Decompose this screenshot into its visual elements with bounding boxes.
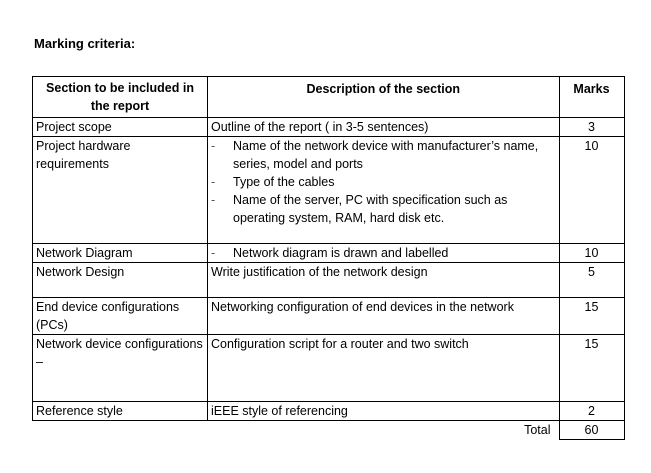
total-label: Total [208, 421, 560, 440]
table-row [33, 298, 625, 335]
dash-bullet-icon: - [211, 139, 216, 153]
total-marks: 60 [559, 421, 624, 440]
row-description [208, 137, 560, 244]
row-marks: 5 [559, 263, 624, 298]
row-marks: 15 [559, 335, 624, 402]
row-description: iEEE style of referencing [208, 402, 560, 421]
list-item: - Network diagram is drawn and labelled [211, 246, 449, 260]
list-item: - Type of the cables [211, 175, 335, 189]
header-description: Description of the section [208, 77, 560, 118]
row-description: Write justification of the network design [208, 263, 560, 298]
row-description: Configuration script for a router and two switch [208, 335, 560, 402]
row-marks: 2 [559, 402, 624, 421]
dash-bullet-icon: - [211, 246, 216, 260]
header-section: Section to be included in the report [33, 77, 208, 118]
table-row [33, 118, 625, 137]
list-item: - Name of the server, PC with specification such as operating system, RAM, hard disk etc. [211, 193, 508, 225]
dash-bullet-icon: - [211, 175, 216, 189]
marking-criteria-table [32, 76, 625, 440]
row-description [208, 244, 560, 263]
row-section: Reference style [33, 402, 208, 421]
row-description: Outline of the report ( in 3-5 sentences) [208, 118, 560, 137]
row-section: Project scope [33, 118, 208, 137]
row-marks: 10 [559, 137, 624, 244]
list-item: - Name of the network device with manufacturer’s name, series, model and ports [211, 139, 539, 171]
table-row [33, 137, 625, 244]
row-section: End device configurations (PCs) [33, 298, 208, 335]
table-header-row [33, 77, 625, 118]
row-marks: 15 [559, 298, 624, 335]
total-empty-cell [33, 421, 208, 440]
table-total-row [33, 421, 625, 440]
header-marks: Marks [559, 77, 624, 118]
row-marks: 3 [559, 118, 624, 137]
row-description: Networking configuration of end devices in the network [208, 298, 560, 335]
row-section: Project hardware requirements [33, 137, 208, 244]
table-row [33, 244, 625, 263]
table-row [33, 335, 625, 402]
dash-bullet-icon: - [211, 193, 216, 207]
row-section: Network Design [33, 263, 208, 298]
row-section: Network Diagram [33, 244, 208, 263]
row-marks: 10 [559, 244, 624, 263]
table-row [33, 402, 625, 421]
row-section: Network device configurations – [33, 335, 208, 402]
table-row [33, 263, 625, 298]
page-title: Marking criteria: [34, 36, 136, 51]
